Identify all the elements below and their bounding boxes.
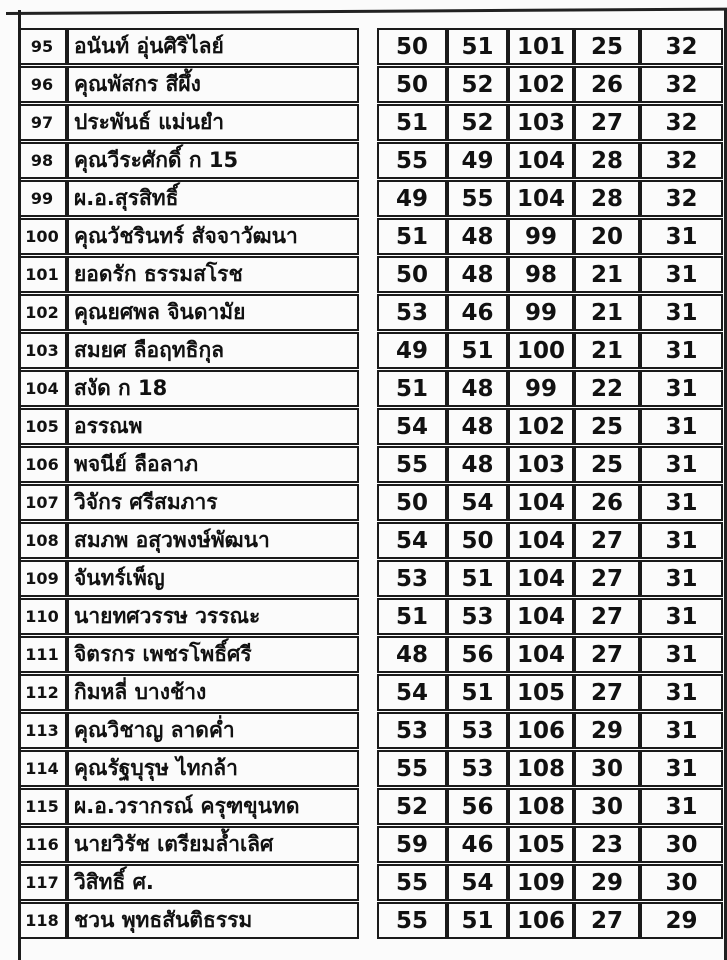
participant-name: สงัด ก 18	[67, 370, 359, 407]
score-2: 53	[447, 712, 508, 749]
row-number: 113	[19, 712, 67, 749]
score-total: 104	[508, 560, 574, 597]
score-1: 51	[377, 370, 447, 407]
score-2: 55	[447, 180, 508, 217]
score-4: 27	[574, 674, 640, 711]
score-5: 31	[640, 218, 723, 255]
table-row	[19, 788, 723, 825]
row-gap	[359, 218, 377, 255]
score-total: 105	[508, 674, 574, 711]
table-row	[19, 598, 723, 635]
score-2: 51	[447, 902, 508, 939]
score-total: 106	[508, 712, 574, 749]
score-2: 53	[447, 750, 508, 787]
score-4: 25	[574, 408, 640, 445]
participant-name: คุณยศพล จินดามัย	[67, 294, 359, 331]
participant-name: อนันท์ อุ่นศิริไลย์	[67, 28, 359, 65]
score-4: 26	[574, 484, 640, 521]
score-4: 23	[574, 826, 640, 863]
participant-name: คุณวีระศักดิ์ ก 15	[67, 142, 359, 179]
participant-name: คุณพัสกร สีผึ้ง	[67, 66, 359, 103]
participant-name: วิจักร ศรีสมภาร	[67, 484, 359, 521]
row-number: 118	[19, 902, 67, 939]
score-2: 48	[447, 370, 508, 407]
score-1: 51	[377, 104, 447, 141]
row-gap	[359, 446, 377, 483]
score-1: 59	[377, 826, 447, 863]
score-1: 55	[377, 864, 447, 901]
table-row	[19, 66, 723, 103]
participant-name: ยอดรัก ธรรมสโรช	[67, 256, 359, 293]
row-gap	[359, 142, 377, 179]
score-total: 108	[508, 788, 574, 825]
score-total: 99	[508, 218, 574, 255]
score-total: 106	[508, 902, 574, 939]
score-1: 55	[377, 902, 447, 939]
score-5: 32	[640, 142, 723, 179]
score-1: 54	[377, 408, 447, 445]
score-2: 51	[447, 28, 508, 65]
participant-name: ผ.อ.สุรสิทธิ์	[67, 180, 359, 217]
row-gap	[359, 826, 377, 863]
top-border-line	[6, 8, 727, 15]
score-4: 27	[574, 902, 640, 939]
score-total: 100	[508, 332, 574, 369]
row-gap	[359, 28, 377, 65]
participant-name: อรรณพ	[67, 408, 359, 445]
score-5: 31	[640, 446, 723, 483]
row-gap	[359, 180, 377, 217]
row-number: 98	[19, 142, 67, 179]
score-total: 99	[508, 294, 574, 331]
score-5: 31	[640, 788, 723, 825]
table-row	[19, 636, 723, 673]
row-gap	[359, 294, 377, 331]
score-1: 54	[377, 674, 447, 711]
score-5: 31	[640, 636, 723, 673]
score-total: 104	[508, 598, 574, 635]
row-gap	[359, 864, 377, 901]
row-gap	[359, 674, 377, 711]
participant-name: ผ.อ.วรากรณ์ ครุฑขุนทด	[67, 788, 359, 825]
row-gap	[359, 408, 377, 445]
score-total: 104	[508, 484, 574, 521]
score-total: 98	[508, 256, 574, 293]
table-row	[19, 712, 723, 749]
score-total: 103	[508, 446, 574, 483]
table-row	[19, 484, 723, 521]
row-gap	[359, 104, 377, 141]
score-5: 31	[640, 560, 723, 597]
table-row	[19, 256, 723, 293]
score-4: 21	[574, 294, 640, 331]
row-number: 106	[19, 446, 67, 483]
row-number: 96	[19, 66, 67, 103]
score-2: 49	[447, 142, 508, 179]
row-number: 108	[19, 522, 67, 559]
score-1: 50	[377, 484, 447, 521]
row-gap	[359, 788, 377, 825]
score-4: 29	[574, 712, 640, 749]
score-total: 103	[508, 104, 574, 141]
score-4: 20	[574, 218, 640, 255]
participant-name: คุณรัฐบุรุษ ไทกล้า	[67, 750, 359, 787]
row-number: 102	[19, 294, 67, 331]
row-number: 100	[19, 218, 67, 255]
participant-name: ประพันธ์ แม่นยำ	[67, 104, 359, 141]
score-2: 48	[447, 256, 508, 293]
table-row	[19, 522, 723, 559]
score-2: 54	[447, 484, 508, 521]
row-gap	[359, 750, 377, 787]
table-row	[19, 902, 723, 939]
score-1: 55	[377, 750, 447, 787]
score-4: 27	[574, 598, 640, 635]
row-gap	[359, 484, 377, 521]
participant-name: ชวน พุทธสันติธรรม	[67, 902, 359, 939]
table-row	[19, 370, 723, 407]
score-4: 30	[574, 750, 640, 787]
score-5: 31	[640, 712, 723, 749]
table-row	[19, 180, 723, 217]
score-4: 21	[574, 332, 640, 369]
score-total: 109	[508, 864, 574, 901]
score-1: 50	[377, 66, 447, 103]
row-number: 104	[19, 370, 67, 407]
score-total: 104	[508, 142, 574, 179]
table-row	[19, 750, 723, 787]
score-1: 54	[377, 522, 447, 559]
score-1: 49	[377, 332, 447, 369]
score-2: 51	[447, 674, 508, 711]
participant-name: สมยศ ลือฤทธิกุล	[67, 332, 359, 369]
score-2: 51	[447, 560, 508, 597]
table-row	[19, 446, 723, 483]
table-row	[19, 28, 723, 65]
score-5: 31	[640, 256, 723, 293]
score-total: 102	[508, 66, 574, 103]
table-row	[19, 332, 723, 369]
score-5: 32	[640, 104, 723, 141]
score-4: 25	[574, 446, 640, 483]
score-5: 31	[640, 484, 723, 521]
table-row	[19, 864, 723, 901]
row-number: 114	[19, 750, 67, 787]
row-number: 103	[19, 332, 67, 369]
row-gap	[359, 522, 377, 559]
score-2: 48	[447, 218, 508, 255]
score-2: 54	[447, 864, 508, 901]
row-number: 95	[19, 28, 67, 65]
table-row	[19, 218, 723, 255]
row-number: 110	[19, 598, 67, 635]
row-number: 99	[19, 180, 67, 217]
score-5: 30	[640, 864, 723, 901]
score-2: 46	[447, 294, 508, 331]
score-2: 50	[447, 522, 508, 559]
row-gap	[359, 636, 377, 673]
score-total: 101	[508, 28, 574, 65]
score-1: 55	[377, 446, 447, 483]
score-total: 105	[508, 826, 574, 863]
row-number: 97	[19, 104, 67, 141]
score-1: 53	[377, 294, 447, 331]
table-row	[19, 408, 723, 445]
row-number: 101	[19, 256, 67, 293]
score-4: 22	[574, 370, 640, 407]
score-4: 27	[574, 560, 640, 597]
row-number: 117	[19, 864, 67, 901]
score-1: 51	[377, 598, 447, 635]
participant-name: จิตรกร เพชรโพธิ์ศรี	[67, 636, 359, 673]
score-4: 21	[574, 256, 640, 293]
row-gap	[359, 902, 377, 939]
participant-name: คุณวัชรินทร์ สัจจาวัฒนา	[67, 218, 359, 255]
score-total: 104	[508, 180, 574, 217]
participant-name: พจนีย์ ลือลาภ	[67, 446, 359, 483]
score-2: 56	[447, 788, 508, 825]
score-4: 26	[574, 66, 640, 103]
participant-name: จันทร์เพ็ญ	[67, 560, 359, 597]
score-2: 52	[447, 104, 508, 141]
score-1: 52	[377, 788, 447, 825]
score-1: 48	[377, 636, 447, 673]
participant-name: วิสิทธิ์ ศ.	[67, 864, 359, 901]
table-row	[19, 560, 723, 597]
score-4: 27	[574, 104, 640, 141]
score-5: 31	[640, 750, 723, 787]
score-2: 53	[447, 598, 508, 635]
score-total: 108	[508, 750, 574, 787]
row-number: 105	[19, 408, 67, 445]
score-5: 31	[640, 674, 723, 711]
row-gap	[359, 712, 377, 749]
row-number: 109	[19, 560, 67, 597]
row-gap	[359, 332, 377, 369]
score-1: 51	[377, 218, 447, 255]
score-table	[19, 28, 723, 940]
score-5: 30	[640, 826, 723, 863]
score-1: 53	[377, 712, 447, 749]
score-4: 28	[574, 142, 640, 179]
row-number: 116	[19, 826, 67, 863]
score-5: 32	[640, 28, 723, 65]
participant-name: กิมหลี่ บางช้าง	[67, 674, 359, 711]
score-4: 25	[574, 28, 640, 65]
row-gap	[359, 66, 377, 103]
score-2: 52	[447, 66, 508, 103]
score-2: 56	[447, 636, 508, 673]
score-total: 102	[508, 408, 574, 445]
score-1: 50	[377, 28, 447, 65]
score-1: 53	[377, 560, 447, 597]
row-gap	[359, 256, 377, 293]
score-total: 99	[508, 370, 574, 407]
table-row	[19, 674, 723, 711]
row-gap	[359, 370, 377, 407]
score-5: 31	[640, 332, 723, 369]
participant-name: นายวิรัช เตรียมล้ำเลิศ	[67, 826, 359, 863]
score-4: 30	[574, 788, 640, 825]
score-5: 31	[640, 370, 723, 407]
score-4: 27	[574, 636, 640, 673]
participant-name: สมภพ อสุวพงษ์พัฒนา	[67, 522, 359, 559]
score-1: 49	[377, 180, 447, 217]
table-row	[19, 294, 723, 331]
score-2: 48	[447, 408, 508, 445]
table-row	[19, 142, 723, 179]
score-4: 27	[574, 522, 640, 559]
score-1: 55	[377, 142, 447, 179]
score-4: 29	[574, 864, 640, 901]
row-number: 107	[19, 484, 67, 521]
score-5: 31	[640, 522, 723, 559]
score-4: 28	[574, 180, 640, 217]
score-5: 31	[640, 408, 723, 445]
score-5: 29	[640, 902, 723, 939]
row-gap	[359, 598, 377, 635]
row-number: 111	[19, 636, 67, 673]
score-2: 48	[447, 446, 508, 483]
score-2: 51	[447, 332, 508, 369]
participant-name: คุณวิชาญ ลาดค่ำ	[67, 712, 359, 749]
score-5: 32	[640, 66, 723, 103]
score-5: 31	[640, 294, 723, 331]
table-row	[19, 104, 723, 141]
score-2: 46	[447, 826, 508, 863]
score-1: 50	[377, 256, 447, 293]
row-number: 115	[19, 788, 67, 825]
row-gap	[359, 560, 377, 597]
table-row	[19, 826, 723, 863]
score-total: 104	[508, 636, 574, 673]
score-5: 32	[640, 180, 723, 217]
score-total: 104	[508, 522, 574, 559]
score-5: 31	[640, 598, 723, 635]
participant-name: นายทศวรรษ วรรณะ	[67, 598, 359, 635]
row-number: 112	[19, 674, 67, 711]
